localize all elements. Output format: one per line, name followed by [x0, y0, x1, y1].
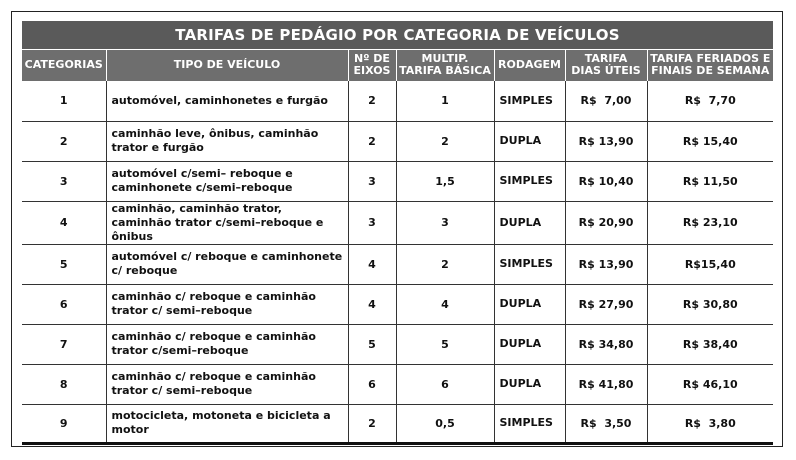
cell-tarifa-feriados: R$ 11,50 [647, 161, 773, 201]
cell-tarifa-feriados: R$ 38,40 [647, 324, 773, 364]
header-eixos: Nº DE EIXOS [348, 49, 396, 81]
header-row [22, 49, 773, 81]
cell-tipo-veiculo: motocicleta, motoneta e bicicleta a motor [106, 404, 348, 443]
cell-categoria: 8 [22, 364, 106, 404]
cell-categoria: 3 [22, 161, 106, 201]
cell-multiplicador: 3 [396, 201, 494, 244]
cell-tipo-veiculo: caminhão c/ reboque e caminhão trator c/ semi–reboque [106, 284, 348, 324]
table-title: TARIFAS DE PEDÁGIO POR CATEGORIA DE VEÍCULOS [22, 21, 773, 49]
cell-multiplicador: 4 [396, 284, 494, 324]
cell-eixos: 2 [348, 81, 396, 121]
cell-multiplicador: 2 [396, 244, 494, 284]
cell-tarifa-feriados: R$ 7,70 [647, 81, 773, 121]
cell-tarifa-dias-uteis: R$ 13,90 [565, 244, 647, 284]
cell-multiplicador: 1 [396, 81, 494, 121]
cell-multiplicador: 5 [396, 324, 494, 364]
cell-tarifa-dias-uteis: R$ 41,80 [565, 364, 647, 404]
cell-tipo-veiculo: caminhão leve, ônibus, caminhão trator e furgão [106, 121, 348, 161]
cell-tarifa-dias-uteis: R$ 7,00 [565, 81, 647, 121]
cell-multiplicador: 0,5 [396, 404, 494, 443]
cell-tarifa-dias-uteis: R$ 34,80 [565, 324, 647, 364]
cell-rodagem: DUPLA [494, 364, 565, 404]
header-multiplicador: MULTIP. TARIFA BÁSICA [396, 49, 494, 81]
cell-tarifa-feriados: R$ 3,80 [647, 404, 773, 443]
cell-eixos: 2 [348, 121, 396, 161]
header-rodagem: RODAGEM [494, 49, 565, 81]
table-row [22, 364, 773, 404]
toll-rates-table [22, 21, 773, 445]
cell-categoria: 7 [22, 324, 106, 364]
cell-tipo-veiculo: caminhão c/ reboque e caminhão trator c/semi–reboque [106, 324, 348, 364]
cell-eixos: 5 [348, 324, 396, 364]
table-row [22, 284, 773, 324]
header-tipo-veiculo: TIPO DE VEÍCULO [106, 49, 348, 81]
cell-tarifa-feriados: R$15,40 [647, 244, 773, 284]
cell-rodagem: SIMPLES [494, 404, 565, 443]
cell-rodagem: SIMPLES [494, 244, 565, 284]
cell-categoria: 5 [22, 244, 106, 284]
cell-tipo-veiculo: caminhão c/ reboque e caminhão trator c/ semi–reboque [106, 364, 348, 404]
cell-tarifa-dias-uteis: R$ 3,50 [565, 404, 647, 443]
cell-eixos: 2 [348, 404, 396, 443]
table-row [22, 161, 773, 201]
cell-rodagem: DUPLA [494, 324, 565, 364]
cell-tarifa-feriados: R$ 30,80 [647, 284, 773, 324]
cell-eixos: 4 [348, 244, 396, 284]
table-row [22, 324, 773, 364]
cell-eixos: 6 [348, 364, 396, 404]
cell-tarifa-dias-uteis: R$ 10,40 [565, 161, 647, 201]
cell-rodagem: DUPLA [494, 201, 565, 244]
table-row [22, 81, 773, 121]
cell-eixos: 3 [348, 161, 396, 201]
cell-eixos: 4 [348, 284, 396, 324]
cell-categoria: 9 [22, 404, 106, 443]
cell-rodagem: SIMPLES [494, 81, 565, 121]
cell-categoria: 6 [22, 284, 106, 324]
cell-rodagem: SIMPLES [494, 161, 565, 201]
header-tarifa-feriados: TARIFA FERIADOS E FINAIS DE SEMANA [647, 49, 773, 81]
cell-multiplicador: 6 [396, 364, 494, 404]
cell-rodagem: DUPLA [494, 284, 565, 324]
cell-tarifa-dias-uteis: R$ 13,90 [565, 121, 647, 161]
cell-tipo-veiculo: automóvel, caminhonetes e furgão [106, 81, 348, 121]
cell-categoria: 1 [22, 81, 106, 121]
header-categorias: CATEGORIAS [22, 49, 106, 81]
cell-tipo-veiculo: automóvel c/semi– reboque e caminhonete c/semi–reboque [106, 161, 348, 201]
cell-tipo-veiculo: automóvel c/ reboque e caminhonete c/ reboque [106, 244, 348, 284]
header-tarifa-dias-uteis: TARIFA DIAS ÚTEIS [565, 49, 647, 81]
cell-tarifa-dias-uteis: R$ 27,90 [565, 284, 647, 324]
table-row [22, 201, 773, 244]
cell-categoria: 2 [22, 121, 106, 161]
cell-tarifa-feriados: R$ 23,10 [647, 201, 773, 244]
table-row [22, 121, 773, 161]
cell-tarifa-feriados: R$ 46,10 [647, 364, 773, 404]
cell-rodagem: DUPLA [494, 121, 565, 161]
cell-tarifa-dias-uteis: R$ 20,90 [565, 201, 647, 244]
cell-tarifa-feriados: R$ 15,40 [647, 121, 773, 161]
cell-tipo-veiculo: caminhão, caminhão trator, caminhão trator c/semi–reboque e ônibus [106, 201, 348, 244]
cell-multiplicador: 1,5 [396, 161, 494, 201]
cell-categoria: 4 [22, 201, 106, 244]
cell-eixos: 3 [348, 201, 396, 244]
cell-multiplicador: 2 [396, 121, 494, 161]
table-row [22, 404, 773, 443]
table-row [22, 244, 773, 284]
